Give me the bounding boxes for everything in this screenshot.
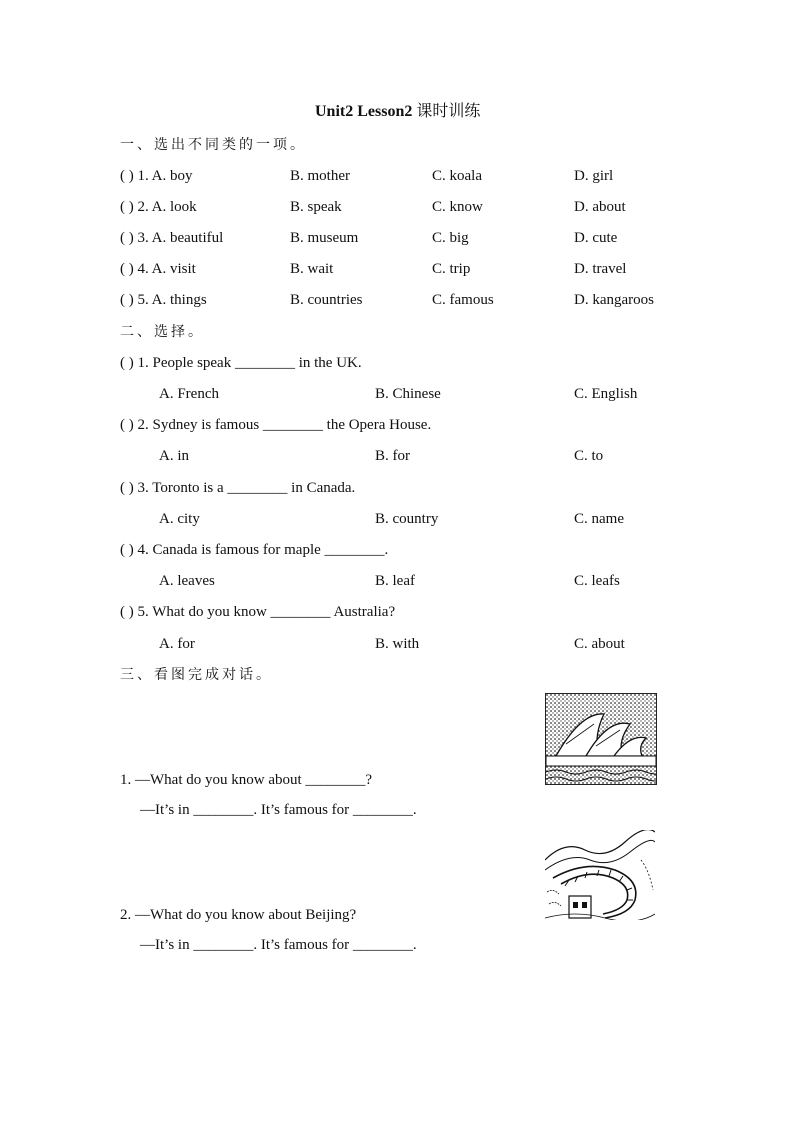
great-wall-sketch <box>545 830 655 920</box>
s1-q1-d: D. girl <box>574 168 614 184</box>
title-en: Unit2 Lesson2 <box>315 103 413 120</box>
s2-q1-question: ( ) 1. People speak ________ in the UK. <box>120 355 362 371</box>
s2-q3-option-b: B. country <box>375 511 439 527</box>
section1-heading: 一、选出不同类的一项。 <box>120 137 307 153</box>
s2-q1-option-b: B. Chinese <box>375 386 441 402</box>
s2-q2-question: ( ) 2. Sydney is famous ________ the Opera House. <box>120 417 432 433</box>
s1-q2-b: B. speak <box>290 199 342 215</box>
s2-q1-option-c: C. English <box>574 386 638 402</box>
great-wall-image <box>545 830 655 920</box>
s1-q1-b: B. mother <box>290 168 350 184</box>
dialog1-answer: —It’s in ________. It’s famous for ________. <box>140 802 417 818</box>
opera-house-sketch <box>546 694 656 784</box>
dialog1-question: 1. —What do you know about ________? <box>120 772 373 788</box>
s2-q4-question: ( ) 4. Canada is famous for maple ________. <box>120 542 389 558</box>
s1-q1-c: C. koala <box>432 168 482 184</box>
s2-q2-option-a: A. in <box>159 448 189 464</box>
page-title <box>315 103 480 121</box>
s2-q5-option-b: B. with <box>375 636 420 652</box>
s2-q3-question: ( ) 3. Toronto is a ________ in Canada. <box>120 480 356 496</box>
s2-q4-option-a: A. leaves <box>159 573 215 589</box>
s1-q5-c: C. famous <box>432 292 494 308</box>
s2-q1-option-a: A. French <box>159 386 219 402</box>
s1-q4-a: ( ) 4. A. visit <box>120 261 196 277</box>
dialog2-answer: —It’s in ________. It’s famous for ________. <box>140 937 417 953</box>
s1-q5-a: ( ) 5. A. things <box>120 292 207 308</box>
s1-q3-d: D. cute <box>574 230 618 246</box>
s2-q4-option-b: B. leaf <box>375 573 415 589</box>
s2-q3-option-a: A. city <box>159 511 200 527</box>
s1-q5-b: B. countries <box>290 292 363 308</box>
s1-q3-c: C. big <box>432 230 469 246</box>
s2-q2-option-c: C. to <box>574 448 604 464</box>
s1-q4-d: D. travel <box>574 261 627 277</box>
title-cn: 课时训练 <box>416 103 481 120</box>
section2-heading: 二、选择。 <box>120 324 205 340</box>
s1-q3-b: B. museum <box>290 230 359 246</box>
s1-q2-d: D. about <box>574 199 626 215</box>
s1-q3-a: ( ) 3. A. beautiful <box>120 230 224 246</box>
s2-q5-option-a: A. for <box>159 636 195 652</box>
s1-q1-a: ( ) 1. A. boy <box>120 168 193 184</box>
section3-heading: 三、看图完成对话。 <box>120 667 273 683</box>
s1-q2-c: C. know <box>432 199 483 215</box>
s2-q4-option-c: C. leafs <box>574 573 620 589</box>
s2-q5-option-c: C. about <box>574 636 625 652</box>
opera-house-image <box>545 693 657 785</box>
s1-q2-a: ( ) 2. A. look <box>120 199 197 215</box>
s2-q2-option-b: B. for <box>375 448 410 464</box>
s1-q4-b: B. wait <box>290 261 334 277</box>
s1-q5-d: D. kangaroos <box>574 292 654 308</box>
dialog2-question: 2. —What do you know about Beijing? <box>120 907 357 923</box>
s2-q3-option-c: C. name <box>574 511 624 527</box>
s2-q5-question: ( ) 5. What do you know ________ Australia? <box>120 604 396 620</box>
s1-q4-c: C. trip <box>432 261 471 277</box>
